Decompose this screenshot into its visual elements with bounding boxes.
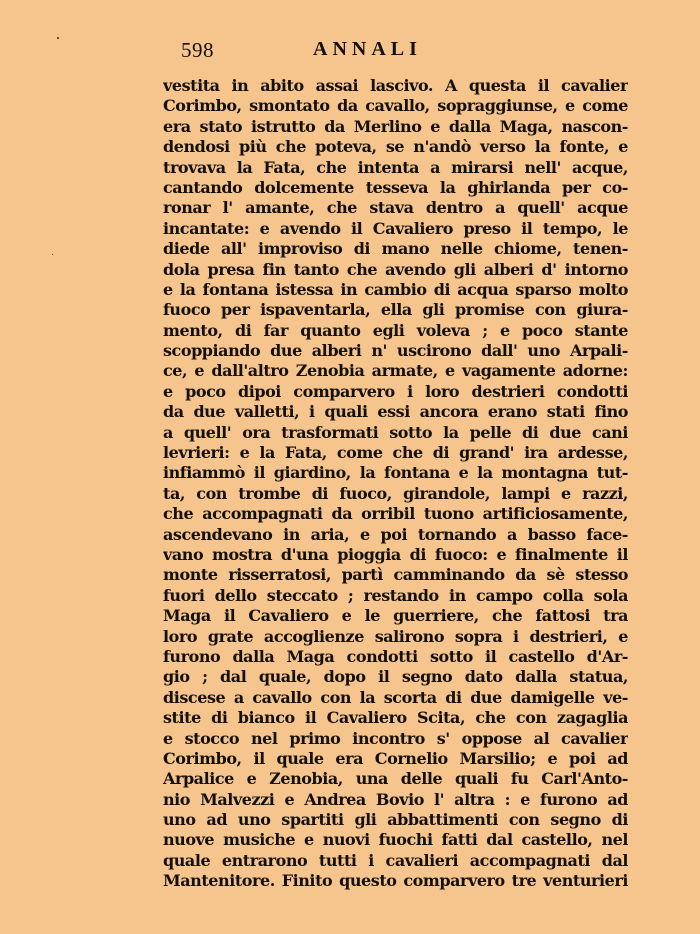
text-line: vestita in abito assai lascivo. A questa il cavalier xyxy=(163,76,628,95)
paper-speck xyxy=(57,37,59,39)
text-line: uno ad uno spartiti gli abbattimenti con segno di xyxy=(163,810,628,830)
text-line: mento, di far quanto egli voleva ; e poco stante xyxy=(163,320,628,340)
text-line: fuori dello steccato ; restando in campo colla sola xyxy=(163,585,628,605)
text-line: quale entrarono tutti i cavalieri accompagnati dal xyxy=(163,850,628,870)
running-title: ANNALI xyxy=(313,38,422,60)
text-line: a quell' ora trasformati sotto la pelle di due cani xyxy=(163,422,628,442)
text-line: Corimbo, smontato da cavallo, sopraggiunse, e come xyxy=(163,96,628,116)
text-line: ronar l' amante, che stava dentro a quell' acque xyxy=(163,198,628,218)
text-line: cantando dolcemente tesseva la ghirlanda per co- xyxy=(163,177,628,197)
text-line: monte risserratosi, partì camminando da sè stesso xyxy=(163,565,628,585)
text-line: stite di bianco il Cavaliero Scita, che con zagaglia xyxy=(163,708,628,728)
text-line: da due valletti, i quali essi ancora erano stati fino xyxy=(163,402,628,422)
text-line: loro grate accoglienze salirono sopra i destrieri, e xyxy=(163,626,628,646)
text-line: Maga il Cavaliero e le guerriere, che fattosi tra xyxy=(163,606,628,626)
text-line: scoppiando due alberi n' uscirono dall' uno Arpali- xyxy=(163,341,628,361)
text-line: ascendevano in aria, e poi tornando a basso face- xyxy=(163,524,628,544)
page-number: 598 xyxy=(181,38,214,62)
text-line: e la fontana istessa in cambio di acqua sparso molto xyxy=(163,279,628,299)
text-line: Arpalice e Zenobia, una delle quali fu Carl'Anto- xyxy=(163,769,628,789)
text-line: fuoco per ispaventarla, ella gli promise con giura- xyxy=(163,300,628,320)
text-line: levrieri: e la Fata, come che di grand' ira ardesse, xyxy=(163,443,628,463)
text-line: diede all' improviso di mano nelle chiome, tenen- xyxy=(163,239,628,259)
text-line: che accompagnati da orribil tuono artificiosamente, xyxy=(163,504,628,524)
text-line: discese a cavallo con la scorta di due damigelle ve- xyxy=(163,687,628,707)
text-line: Mantenitore. Finito questo comparvero tre venturieri xyxy=(163,871,628,891)
paper-speck xyxy=(52,254,53,255)
text-line: dendosi più che poteva, se n'andò verso la fonte, e xyxy=(163,137,628,157)
text-line: dola presa fin tanto che avendo gli alberi d' intorno xyxy=(163,259,628,279)
text-line: era stato istrutto da Merlino e dalla Maga, nascon- xyxy=(163,116,628,136)
text-line: e poco dipoi comparvero i loro destrieri condotti xyxy=(163,381,628,401)
text-line: ta, con trombe di fuoco, girandole, lampi e razzi, xyxy=(163,483,628,503)
text-line: gio ; dal quale, dopo il segno dato dalla statua, xyxy=(163,667,628,687)
text-line: e stocco nel primo incontro s' oppose al cavalier xyxy=(163,728,628,748)
text-line: vano mostra d'una pioggia di fuoco: e finalmente il xyxy=(163,544,628,564)
text-line: Corimbo, il quale era Cornelio Marsilio; e poi ad xyxy=(163,748,628,768)
text-line: incantate: e avendo il Cavaliero preso il tempo, le xyxy=(163,218,628,238)
text-line: nio Malvezzi e Andrea Bovio l' altra : e furono ad xyxy=(163,789,628,809)
text-line: furono dalla Maga condotti sotto il castello d'Ar- xyxy=(163,646,628,666)
text-line: trovava la Fata, che intenta a mirarsi nell' acque, xyxy=(163,157,628,177)
page-header xyxy=(163,38,628,62)
text-line: infiammò il giardino, la fontana e la montagna tut- xyxy=(163,463,628,483)
body-text xyxy=(163,76,628,892)
text-line: nuove musiche e nuovi fuochi fatti dal castello, nel xyxy=(163,830,628,850)
text-line: ce, e dall'altro Zenobia armate, e vagamente adorne: xyxy=(163,361,628,381)
